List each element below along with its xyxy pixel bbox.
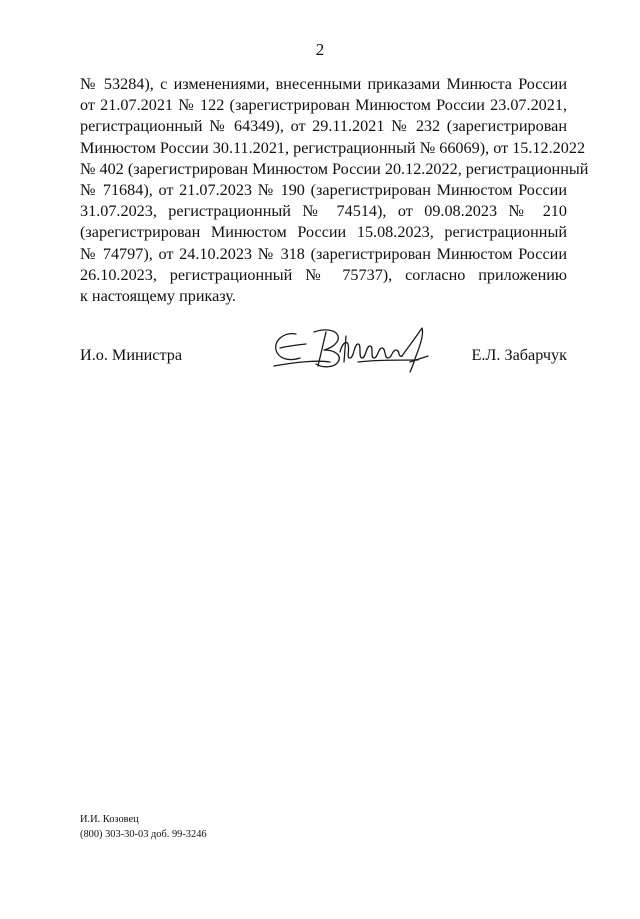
- executor-name: И.И. Козовец: [80, 814, 139, 825]
- signature-block: [80, 322, 567, 382]
- order-body-text: [80, 74, 589, 307]
- body-line: № 53284), с изменениями, внесенными приказами Минюста России: [80, 75, 567, 93]
- body-line: № 71684), от 21.07.2023 № 190 (зарегистрирован Минюстом России: [80, 180, 567, 199]
- signatory-role: И.о. Министра: [80, 346, 183, 364]
- body-line: 31.07.2023, регистрационный № 74514), от 09.08.2023 № 210: [80, 202, 567, 221]
- body-line: № 74797), от 24.10.2023 № 318 (зарегистрирован Минюстом России: [80, 244, 567, 263]
- body-line: (зарегистрирован Минюстом России 15.08.2023, регистрационный: [80, 223, 567, 242]
- executor-footer: [80, 813, 207, 842]
- page-number: 2: [315, 40, 325, 59]
- executor-phone: (800) 303-30-03 доб. 99-3246: [80, 828, 207, 840]
- body-line: 26.10.2023, регистрационный № 75737), согласно приложению: [80, 265, 567, 284]
- body-line: регистрационный № 64349), от 29.11.2021 № 232 (зарегистрирован: [80, 117, 567, 136]
- body-line: Минюстом России 30.11.2021, регистрационный № 66069), от 15.12.2022: [80, 138, 586, 157]
- body-line: от 21.07.2021 № 122 (зарегистрирован Минюстом России 23.07.2021,: [80, 96, 567, 115]
- signatory-name: Е.Л. Забарчук: [471, 346, 567, 364]
- body-line: к настоящему приказу.: [80, 286, 236, 305]
- body-line: № 402 (зарегистрирован Минюстом России 20.12.2022, регистрационный: [80, 159, 589, 178]
- handwritten-signature: [266, 322, 438, 378]
